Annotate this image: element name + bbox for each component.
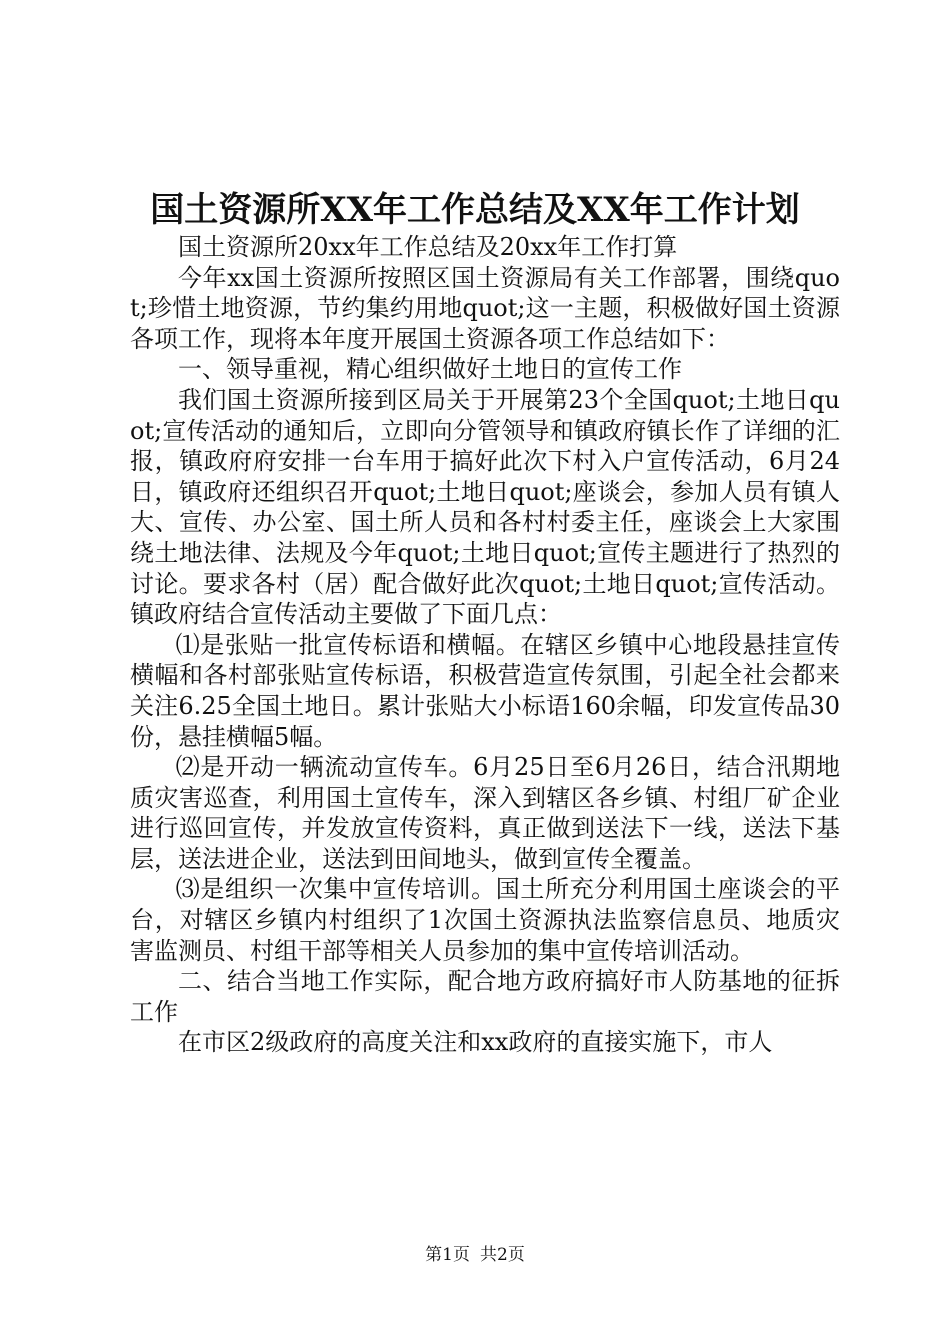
section-heading-2: 二、结合当地工作实际，配合地方政府搞好市人防基地的征拆工作 [130, 967, 840, 1026]
body-paragraph: 我们国土资源所接到区局关于开展第23个全国quot;土地日quot;宣传活动的通知后，立即向分管领导和镇政府镇长作了详细的汇报，镇政府府安排一台车用于搞好此次下村入户宣传活动，6月24日，镇政府还组织召开quot;土地日quot;座谈会，参加人员有镇人大、宣传、办公室、国土所人员和各村村委主任，座谈会上大家围绕土地法律、法规及今年quot;土地日quot;宣传主题进行了热烈的讨论。要求各村（居）配合做好此次quot;土地日quot;宣传活动。镇政府结合宣传活动主要做了下面几点： [130, 385, 840, 629]
body-paragraph: 在市区2级政府的高度关注和xx政府的直接实施下，市人 [178, 1028, 773, 1057]
intro-paragraph: 今年xx国土资源所按照区国土资源局有关工作部署，围绕quot;珍惜土地资源，节约集约用地quot;这一主题，积极做好国土资源各项工作，现将本年度开展国土资源各项工作总结如下： [130, 263, 840, 353]
document-title: 国土资源所XX年工作总结及XX年工作计划 [150, 190, 800, 230]
page-number: 第1页 [425, 1245, 470, 1265]
list-item-1: ⑴是张贴一批宣传标语和横幅。在辖区乡镇中心地段悬挂宣传横幅和各村部张贴宣传标语，积极营造宣传氛围，引起全社会都来关注6.25全国土地日。累计张贴大小标语160余幅，印发宣传品30份，悬挂横幅5幅。 [130, 630, 840, 751]
subtitle-paragraph: 国土资源所20xx年工作总结及20xx年工作打算 [178, 233, 678, 261]
list-item-2: ⑵是开动一辆流动宣传车。6月25日至6月26日，结合汛期地质灾害巡查，利用国土宣传车，深入到辖区各乡镇、村组厂矿企业进行巡回宣传，并发放宣传资料，真正做到送法下一线，送法下基层，送法进企业，送法到田间地头，做到宣传全覆盖。 [130, 753, 840, 873]
document-body [130, 232, 840, 1058]
page-footer [0, 1243, 950, 1267]
list-item-3: ⑶是组织一次集中宣传培训。国土所充分利用国土座谈会的平台，对辖区乡镇内村组织了1次国土资源执法监察信息员、地质灾害监测员、村组干部等相关人员参加的集中宣传培训活动。 [130, 875, 840, 965]
page-total: 共2页 [480, 1245, 525, 1265]
section-heading-1: 一、领导重视，精心组织做好土地日的宣传工作 [178, 355, 682, 384]
